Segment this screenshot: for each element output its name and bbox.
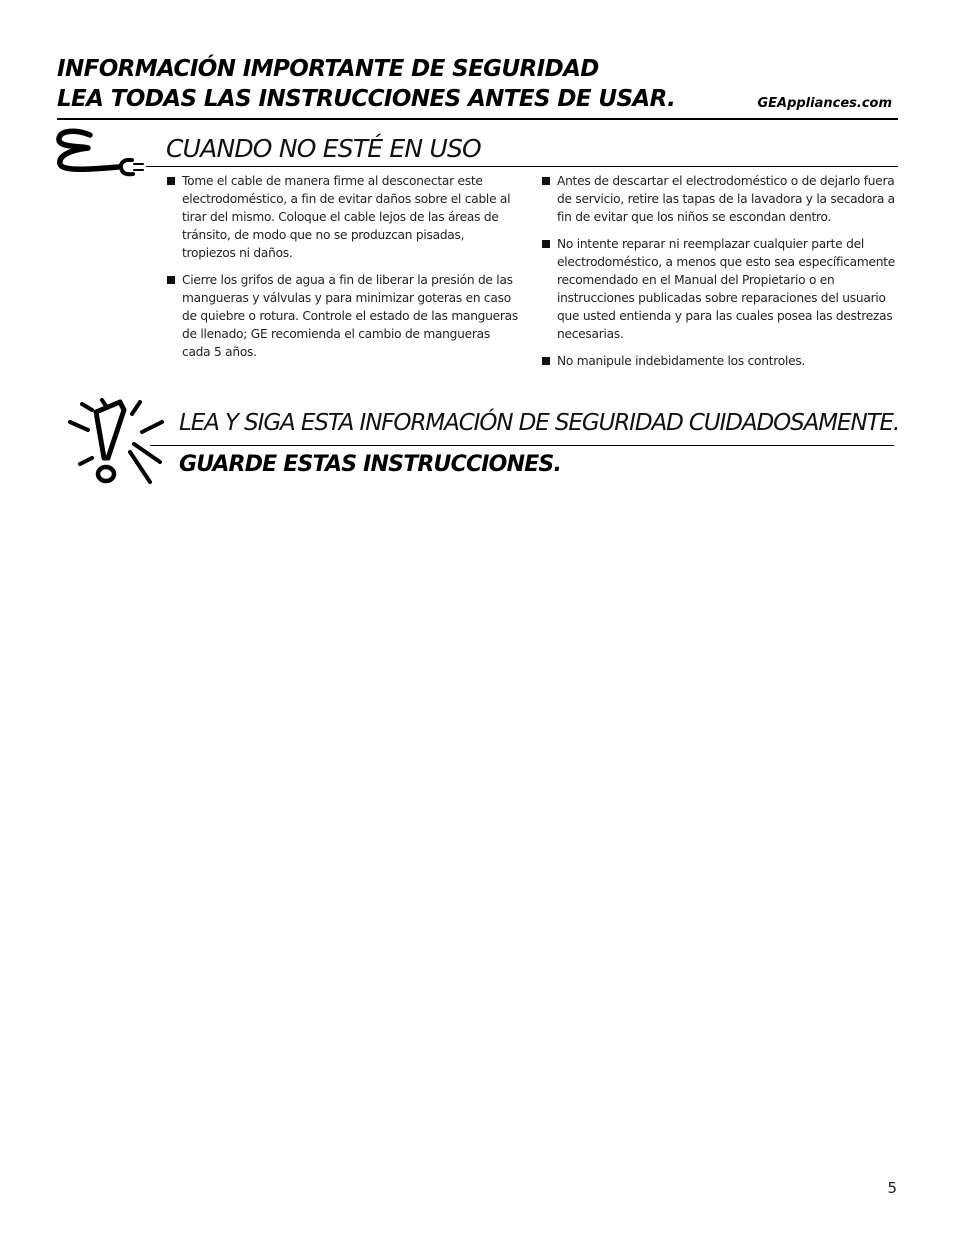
square-bullet-icon	[167, 276, 175, 284]
list-item	[166, 271, 518, 361]
power-plug-icon	[54, 126, 150, 180]
safety-heading: LEA Y SIGA ESTA INFORMACIÓN DE SEGURIDAD CUIDADOSAMENTE.	[179, 410, 900, 436]
exclamation-alert-icon	[66, 396, 170, 488]
square-bullet-icon	[542, 177, 550, 185]
square-bullet-icon	[167, 177, 175, 185]
list-item-text: No intente reparar ni reemplazar cualquier parte del electrodoméstico, a menos que esto sea específicamente recomendado en el Manual del Propietario o en instrucciones publicadas sobre reparaciones del usuario que usted entienda y para las cuales posea las destrezas necesarias.	[557, 237, 896, 341]
section-title: CUANDO NO ESTÉ EN USO	[166, 134, 481, 163]
list-item-text: Tome el cable de manera firme al desconectar este electrodoméstico, a fin de evitar daños sobre el cable al tirar del mismo. Coloque el cable lejos de las áreas de tránsito, de modo que no se produzcan pisadas, tropiezos ni daños.	[182, 174, 511, 260]
left-column	[166, 172, 518, 370]
list-item	[541, 172, 901, 226]
page-number: 5	[887, 1179, 897, 1197]
right-column	[541, 172, 901, 379]
page-title-line-2: LEA TODAS LAS INSTRUCCIONES ANTES DE USAR.	[57, 86, 676, 112]
header-divider	[57, 118, 898, 120]
list-item-text: Cierre los grifos de agua a fin de liberar la presión de las mangueras y válvulas y para minimizar goteras en caso de quiebre o rotura. Controle el estado de las mangueras de llenado; GE recomienda el cambio de mangueras cada 5 años.	[182, 273, 518, 359]
list-item	[541, 352, 901, 370]
save-instructions-heading: GUARDE ESTAS INSTRUCCIONES.	[179, 452, 562, 477]
section-divider	[146, 166, 898, 167]
list-item-text: Antes de descartar el electrodoméstico o de dejarlo fuera de servicio, retire las tapas de la lavadora y la secadora a fin de evitar que los niños se escondan dentro.	[557, 174, 895, 224]
safety-divider	[150, 445, 894, 446]
list-item-text: No manipule indebidamente los controles.	[557, 354, 806, 368]
website-link[interactable]: GEAppliances.com	[757, 96, 892, 111]
square-bullet-icon	[542, 357, 550, 365]
square-bullet-icon	[542, 240, 550, 248]
page-title-line-1: INFORMACIÓN IMPORTANTE DE SEGURIDAD	[57, 56, 599, 82]
list-item	[541, 235, 901, 343]
page-title	[57, 54, 757, 114]
list-item	[166, 172, 518, 262]
